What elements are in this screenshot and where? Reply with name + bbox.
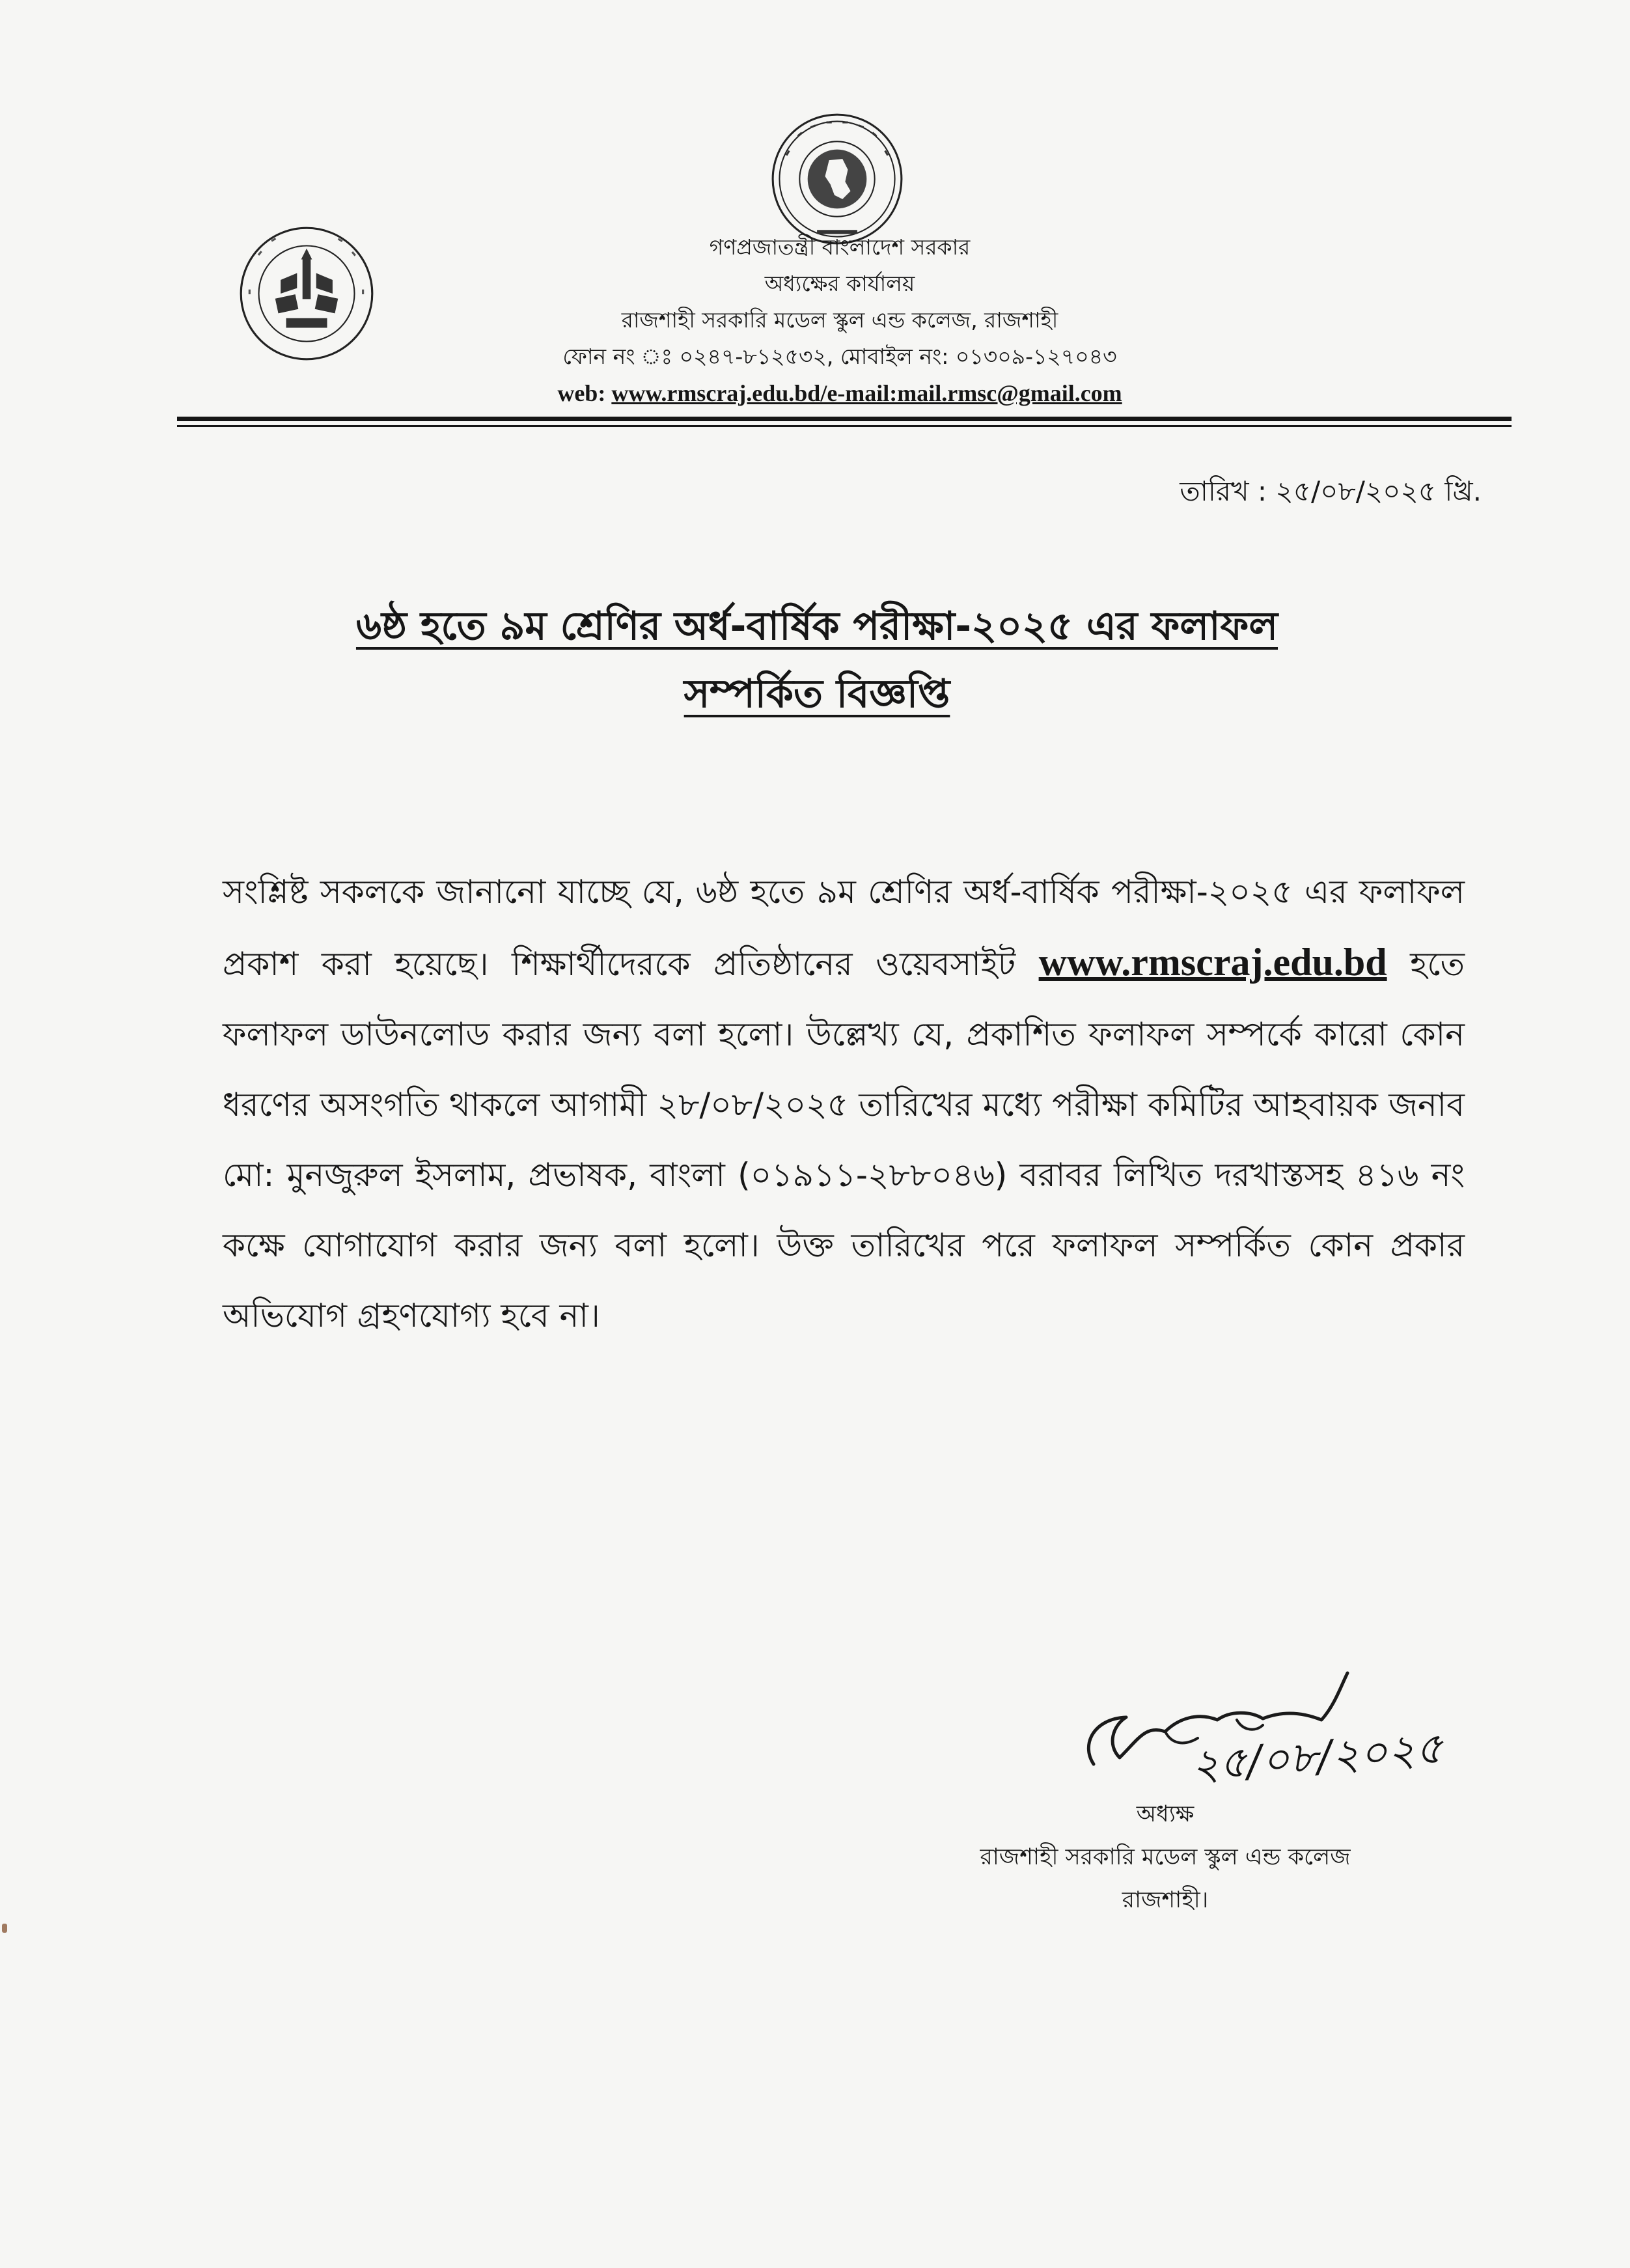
paper-speck: [2, 1924, 7, 1933]
letterhead-divider-thin: [177, 425, 1512, 427]
signature-date: ২৫/০৮/২০২৫: [1189, 1722, 1445, 1791]
letterhead-web: [456, 375, 1224, 411]
notice-body: [223, 857, 1465, 1351]
signature-block: [840, 1793, 1491, 1922]
letterhead-divider: [177, 417, 1512, 421]
signatory-designation: অধ্যক্ষ: [1136, 1801, 1195, 1827]
notice-title-line-1: ৬ষ্ঠ হতে ৯ম শ্রেণির অর্ধ-বার্ষিক পরীক্ষা-২০২৫ এর ফলাফল: [355, 603, 1278, 649]
notice-title-line-2: সম্পর্কিত বিজ্ঞপ্তি: [684, 671, 950, 717]
notice-date: তারিখ : ২৫/০৮/২০২৫ খ্রি.: [1180, 475, 1482, 507]
letterhead-government: গণপ্রজাতন্ত্রী বাংলাদেশ সরকার: [709, 234, 971, 260]
notice-body-part-2: হতে ফলাফল ডাউনলোড করার জন্য বলা হলো। উল্লেখ্য যে, প্রকাশিত ফলাফল সম্পর্কে কারো কোন ধরণের অসংগতি থাকলে আগামী ২৮/০৮/২০২৫ তারিখের মধ্যে পরীক্ষা কমিটির আহবায়ক জনাব মো: মুনজুরুল ইসলাম, প্রভাষক, বাংলা (০১৯১১-২৮৮০৪৬) বরাবর লিখিত দরখাস্তসহ ৪১৬ নং কক্ষে যোগাযোগ করার জন্য বলা হলো। উক্ত তারিখের পরে ফলাফল সম্পর্কিত কোন প্রকার অভিযোগ গ্রহণযোগ্য হবে না।: [223, 945, 1465, 1335]
letterhead-phone: ফোন নং ঃ ০২৪৭-৮১২৫৩২, মোবাইল নং: ০১৩০৯-১২৭০৪৩: [562, 344, 1117, 369]
notice-title: [208, 592, 1426, 728]
letterhead: [456, 229, 1224, 411]
signatory-institution: রাজশাহী সরকারি মডেল স্কুল এন্ড কলেজ: [980, 1844, 1351, 1870]
letterhead-web-label: web:: [557, 380, 612, 406]
website-link[interactable]: www.rmscraj.edu.bd: [1038, 941, 1387, 984]
letterhead-web-link[interactable]: www.rmscraj.edu.bd/e-mail:mail.rmsc@gmail.com: [611, 380, 1122, 406]
government-seal-icon: [770, 112, 904, 246]
school-logo-icon: [238, 225, 375, 362]
signatory-city: রাজশাহী।: [1122, 1887, 1209, 1913]
letterhead-office: অধ্যক্ষের কার্যালয়: [764, 271, 915, 296]
notice-body-part-1: সংশ্লিষ্ট সকলকে জানানো যাচ্ছে যে, ৬ষ্ঠ হতে ৯ম শ্রেণির অর্ধ-বার্ষিক পরীক্ষা-২০২৫ এর ফলাফল প্রকাশ করা হয়েছে। শিক্ষার্থীদেরকে প্রতিষ্ঠানের ওয়েবসাইট: [223, 873, 1465, 983]
letterhead-institution: রাজশাহী সরকারি মডেল স্কুল এন্ড কলেজ, রাজশাহী: [621, 307, 1058, 333]
